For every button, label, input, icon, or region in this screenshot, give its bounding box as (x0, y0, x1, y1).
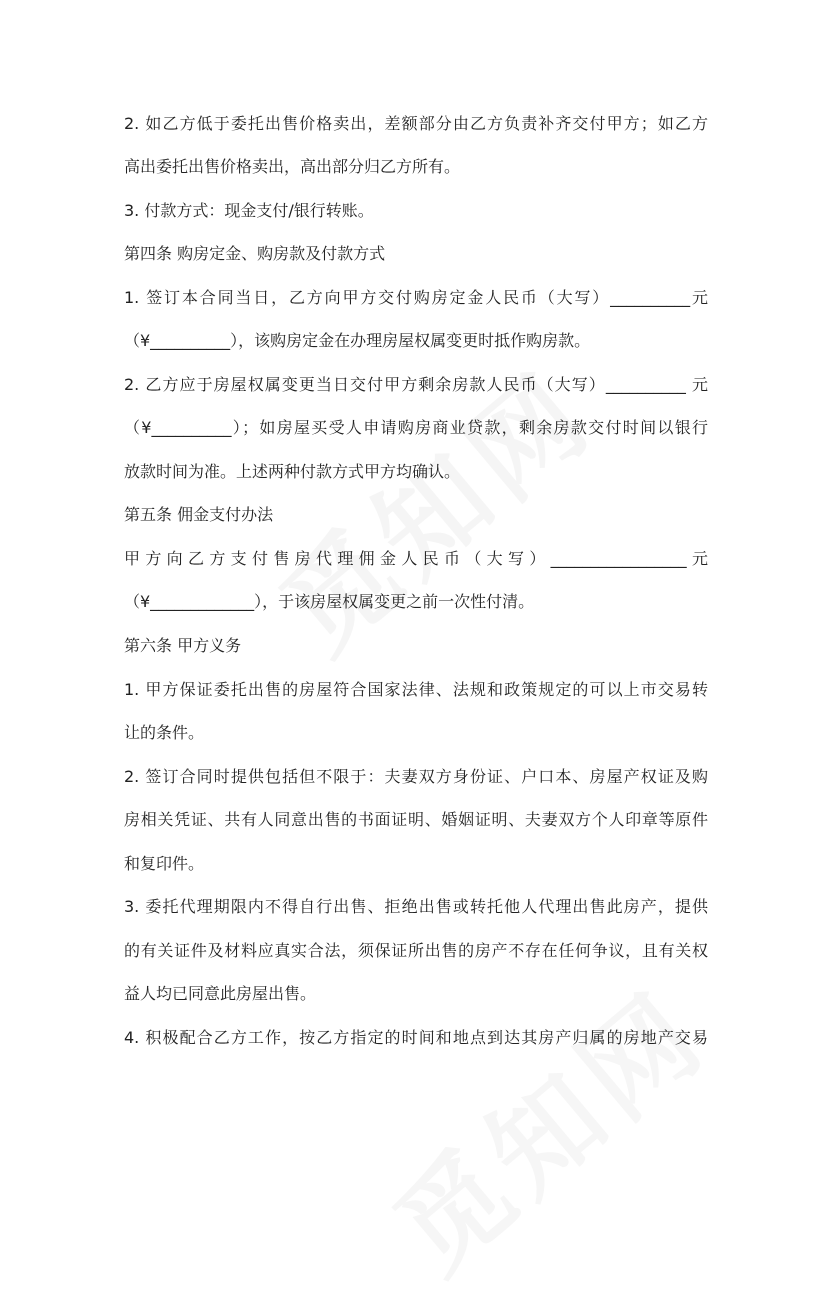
paragraph-line: 4. 积极配合乙方工作，按乙方指定的时间和地点到达其房产归属的房地产交易 (124, 1028, 708, 1047)
paragraph-line: 2. 签订合同时提供包括但不限于：夫妻双方身份证、户口本、房屋产权证及购 (124, 767, 708, 786)
paragraph-line: 放款时间为准。上述两种付款方式甲方均确认。 (124, 462, 461, 481)
paragraph-line: （¥__________），该购房定金在办理房屋权属变更时抵作购房款。 (124, 331, 591, 350)
paragraph-line: （¥__________）；如房屋买受人申请购房商业贷款，剩余房款交付时间以银行 (124, 418, 708, 437)
paragraph-line: 高出委托出售价格卖出，高出部分归乙方所有。 (124, 157, 461, 176)
paragraph-line: 益人均已同意此房屋出售。 (124, 984, 317, 1003)
section-heading: 第五条 佣金支付办法 (124, 505, 274, 524)
paragraph-line: 让的条件。 (124, 723, 205, 742)
paragraph-line: （¥_____________），于该房屋权属变更之前一次性付清。 (124, 592, 535, 611)
paragraph-line: 的有关证件及材料应真实合法，须保证所出售的房产不存在任何争议，且有关权 (124, 941, 708, 960)
paragraph-line: 3. 付款方式：现金支付/银行转账。 (124, 201, 374, 220)
section-heading: 第四条 购房定金、购房款及付款方式 (124, 244, 386, 263)
paragraph-line: 3. 委托代理期限内不得自行出售、拒绝出售或转托他人代理出售此房产，提供 (124, 897, 708, 916)
paragraph-line: 1. 签订本合同当日，乙方向甲方交付购房定金人民币（大写）__________元 (124, 288, 708, 307)
paragraph-line: 房相关凭证、共有人同意出售的书面证明、婚姻证明、夫妻双方个人印章等原件 (124, 810, 708, 829)
paragraph-line: 2. 如乙方低于委托出售价格卖出，差额部分由乙方负责补齐交付甲方；如乙方 (124, 114, 708, 133)
paragraph-line: 和复印件。 (124, 854, 205, 873)
paragraph-line: 甲方向乙方支付售房代理佣金人民币（大写）_________________元 (124, 549, 708, 568)
section-heading: 第六条 甲方义务 (124, 636, 242, 655)
paragraph-line: 2. 乙方应于房屋权属变更当日交付甲方剩余房款人民币（大写）__________ 元 (124, 375, 708, 394)
paragraph-line: 1. 甲方保证委托出售的房屋符合国家法律、法规和政策规定的可以上市交易转 (124, 680, 708, 699)
